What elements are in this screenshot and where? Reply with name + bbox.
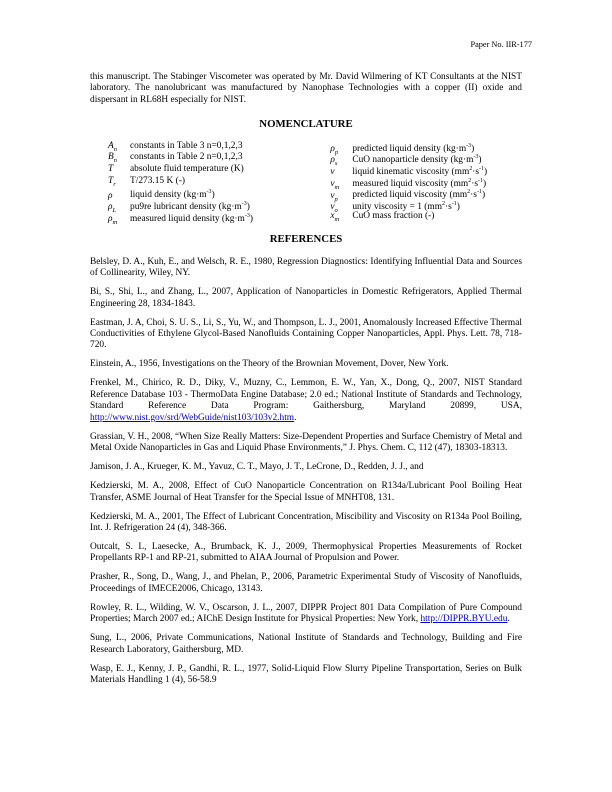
nomenclature-description <box>130 141 243 152</box>
reference-entry <box>90 257 522 280</box>
reference-text: Wasp, E. J., Kenny, J. P., Gandhi, R. L., 1977, Solid-Liquid Flow Slurry Pipeline Transportation, Series on Bulk Materials Handling 1 (4), 56-58.9 <box>90 663 522 685</box>
symbol-letter: ν <box>330 178 335 189</box>
unit-exponent: 2 <box>468 177 472 184</box>
symbol-subscript: p <box>334 148 339 156</box>
symbol-letter: B <box>108 152 114 163</box>
nomenclature-description <box>130 152 243 163</box>
reference-text: Prasher, R., Song, D., Wang, J., and Phelan, P., 2006, Parametric Experimental Study of Viscosity of Nanofluids, Proceedings of IMECE2006, Chicago, 13143. <box>90 572 522 594</box>
symbol-subscript: m <box>334 215 340 223</box>
symbol-subscript: n <box>113 145 117 153</box>
reference-text: Jamison, J. A., Krueger, K. M., Yavuz, C. T., Mayo, J. T., LeCrone, D., Redden, J. J., and <box>90 462 424 473</box>
reference-entry <box>90 462 522 473</box>
unit-exponent: -1 <box>476 189 482 196</box>
unit-exponent: 2 <box>469 166 473 172</box>
unit-tail: ·s <box>471 178 478 189</box>
description-text: CuO mass fraction (-) <box>352 210 435 221</box>
references-list <box>90 257 522 687</box>
unit-tail: ) <box>211 190 215 201</box>
unit-exponent: -3 <box>241 201 247 208</box>
nomenclature-description <box>130 211 253 226</box>
description-text: unity viscosity = 1 (mm <box>352 202 442 213</box>
symbol-subscript: m <box>112 218 118 226</box>
nomenclature-entry <box>108 164 330 176</box>
unit-tail: ) <box>481 190 486 201</box>
symbol-letter: ρ <box>108 190 113 201</box>
description-text: liquid kinematic viscosity (mm <box>352 167 470 178</box>
reference-entry <box>90 633 522 656</box>
symbol-subscript: n <box>113 157 117 165</box>
nomenclature-heading: NOMENCLATURE <box>259 118 353 131</box>
nomenclature-entry <box>330 176 522 191</box>
reference-entry <box>90 318 522 352</box>
reference-entry <box>90 287 522 310</box>
reference-entry <box>90 572 522 595</box>
reference-text: Frenkel, M., Chirico, R. D., Diky, V., Muzny, C., Lemmon, E. W., Yan, X., Dong, Q., 2007, NIST Standard Reference Database 103 - ThermoData Engine Database; 2.0 ed.; National Institute of Standards and Technology, Standard Reference Data Program: Gaithersburg, Maryland 20899, USA, <box>90 378 522 412</box>
nomenclature-left-column <box>108 140 330 226</box>
reference-entry <box>90 603 522 626</box>
reference-entry <box>90 359 522 370</box>
paper-number: Paper No. IIR-177 <box>470 40 532 49</box>
reference-link[interactable]: http://www.nist.gov/srd/WebGuide/nist103/103v2.htm <box>90 412 295 423</box>
reference-entry <box>90 542 522 565</box>
description-text: pu9re lubricant density (kg·m <box>130 202 242 213</box>
unit-exponent: -3 <box>244 212 250 219</box>
reference-text: Grassian, V. H., 2008, “When Size Really Matters: Size-Dependent Properties and Surface Chemistry of Metal and Metal Oxide Nanoparticles in Gas and Liquid Phase Environments,” J. Phys. Chem. C, 112 (47), 18303-18313. <box>90 431 522 454</box>
unit-exponent: -1 <box>451 201 457 208</box>
nomenclature-symbol <box>108 176 130 190</box>
description-text: measured liquid density (kg·m <box>130 213 245 224</box>
unit-tail: ) <box>478 155 482 166</box>
symbol-letter: ρ <box>330 143 335 154</box>
unit-tail: ) <box>246 202 250 213</box>
unit-tail: ) <box>482 178 487 189</box>
nomenclature-entry <box>108 141 330 153</box>
symbol-letter: T <box>108 175 114 186</box>
symbol-letter: x <box>330 210 335 221</box>
description-text: predicted liquid viscosity (mm <box>352 190 468 201</box>
references-heading: REFERENCES <box>269 233 343 246</box>
unit-exponent: -3 <box>206 189 212 196</box>
symbol-subscript: m <box>334 183 340 191</box>
nomenclature-entry <box>330 141 522 156</box>
nomenclature-entry <box>108 176 330 188</box>
symbol-letter: ρ <box>108 213 113 224</box>
reference-text: Eastman, J. A, Choi, S. U. S., Li, S., Yu, W., and Thompson, L. J., 2001, Anomalously Increased Effective Thermal Conductivities of Ethylene Glycol-Based Nanofluids Containing Copper Nanoparticles, Appl. Phys. Lett. 78, 718-720. <box>90 317 522 351</box>
symbol-letter: ρ <box>108 202 113 213</box>
nomenclature-list <box>90 140 522 226</box>
nomenclature-entry <box>330 211 522 223</box>
description-text: CuO nanoparticle density (kg·m <box>352 155 474 166</box>
nomenclature-symbol <box>108 214 130 228</box>
symbol-letter: ν <box>330 190 335 201</box>
description-text: measured liquid viscosity (mm <box>352 178 469 189</box>
nomenclature-entry <box>108 152 330 164</box>
nomenclature-entry <box>330 152 522 168</box>
unit-tail: ·s <box>445 202 452 213</box>
page-body <box>90 72 522 694</box>
symbol-subscript: p <box>334 195 338 203</box>
nomenclature-symbol <box>108 164 130 175</box>
reference-text: Belsley, D. A., Kuh, E., and Welsch, R. E., 1980, Regression Diagnostics: Identifying Influential Data and Sources of Collinearity, Wiley, NY. <box>90 256 522 279</box>
description-text: predicted liquid density (kg·m <box>352 143 467 154</box>
nomenclature-entry <box>330 199 522 215</box>
unit-tail: ) <box>471 143 475 154</box>
symbol-letter: ρ <box>330 155 335 166</box>
reference-text: Einstein, A., 1956, Investigations on the Theory of the Brownian Movement, Dover, New York. <box>90 359 449 370</box>
symbol-subscript: s <box>334 160 338 168</box>
unit-exponent: -1 <box>479 166 485 172</box>
symbol-subscript: o <box>334 207 338 215</box>
description-text: liquid density (kg·m <box>130 190 207 201</box>
symbol-letter: A <box>108 140 114 151</box>
reference-text: Kedzierski, M. A., 2001, The Effect of Lubricant Concentration, Miscibility and Viscosity on R134a Pool Boiling, Int. J. Refrigeration 24 (4), 348-366. <box>90 511 522 533</box>
unit-tail: ) <box>484 167 488 178</box>
description-text: T/273.15 K (-) <box>130 175 185 186</box>
reference-entry <box>90 481 522 504</box>
reference-entry <box>90 432 522 455</box>
unit-exponent: 2 <box>467 189 471 196</box>
nomenclature-entry <box>330 187 522 203</box>
symbol-subscript: r <box>113 180 116 188</box>
reference-entry <box>90 664 522 687</box>
nomenclature-description <box>130 176 185 187</box>
reference-text: Outcalt, S. L, Laesecke, A., Brumback, K. J., 2009, Thermophysical Properties Measurements of Rocket Propellants RP-1 and RP-21, submitted to AIAA Journal of Propulsion and Power. <box>90 541 522 564</box>
nomenclature-symbol <box>108 191 130 202</box>
unit-tail: ·s <box>470 190 477 201</box>
symbol-subscript: L <box>112 207 117 215</box>
unit-exponent: -3 <box>466 142 472 149</box>
nomenclature-entry <box>108 211 330 226</box>
nomenclature-symbol <box>330 211 352 225</box>
intro-paragraph: this manuscript. The Stabinger Viscometer was operated by Mr. David Wilmering of KT Consultants at the NIST laboratory. The nanolubricant was manufactured by Nanophase Technologies with a copper (II) oxide and dispersant in RL68H especially for NIST. <box>90 72 522 105</box>
unit-exponent: 2 <box>442 201 445 208</box>
unit-exponent: -1 <box>477 177 483 184</box>
reference-entry <box>90 512 522 535</box>
unit-tail: ·s <box>472 167 480 178</box>
nomenclature-entry <box>330 164 522 176</box>
nomenclature-symbol <box>330 167 352 178</box>
reference-punctuation: . <box>294 412 297 423</box>
symbol-letter: T <box>108 164 114 174</box>
unit-tail: ) <box>456 202 460 213</box>
unit-tail: ) <box>249 213 253 224</box>
reference-punctuation: . <box>507 614 510 625</box>
description-text: constants in Table 2 n=0,1,2,3 <box>130 152 243 163</box>
reference-text: Rowley, R. L., Wilding, W. V., Oscarson, J. L., 2007, DIPPR Project 801 Data Compilation of Pure Compound Properties; March 2007 ed.; AIChE Design Institute for Physical Properties: New York, <box>90 602 522 625</box>
nomenclature-entry <box>108 199 330 215</box>
reference-entry <box>90 378 522 424</box>
nomenclature-entry <box>108 187 330 199</box>
description-text: absolute fluid temperature (K) <box>130 164 244 174</box>
reference-text: Sung, L., 2006, Private Communications, National Institute of Standards and Technology, Building and Fire Research Laboratory, Gaithersburg, MD. <box>90 633 522 655</box>
description-text: constants in Table 3 n=0,1,2,3 <box>130 140 243 151</box>
unit-exponent: -3 <box>473 154 479 161</box>
reference-text: Kedzierski, M. A., 2008, Effect of CuO Nanoparticle Concentration on R134a/Lubricant Pool Boiling Heat Transfer, ASME Journal of Heat Transfer for the Special Issue of MNHT08, 131. <box>90 481 522 503</box>
nomenclature-description <box>352 211 434 222</box>
nomenclature-right-column <box>330 141 522 223</box>
reference-text: Bi, S., Shi, L., and Zhang, L., 2007, Application of Nanoparticles in Domestic Refrigerators, Applied Thermal Engineering 28, 1834-1843. <box>90 287 522 309</box>
symbol-letter: ν <box>330 202 335 213</box>
nomenclature-description <box>130 164 244 175</box>
symbol-letter: ν <box>330 167 335 178</box>
reference-link[interactable]: http://DIPPR.BYU.edu <box>420 614 508 625</box>
